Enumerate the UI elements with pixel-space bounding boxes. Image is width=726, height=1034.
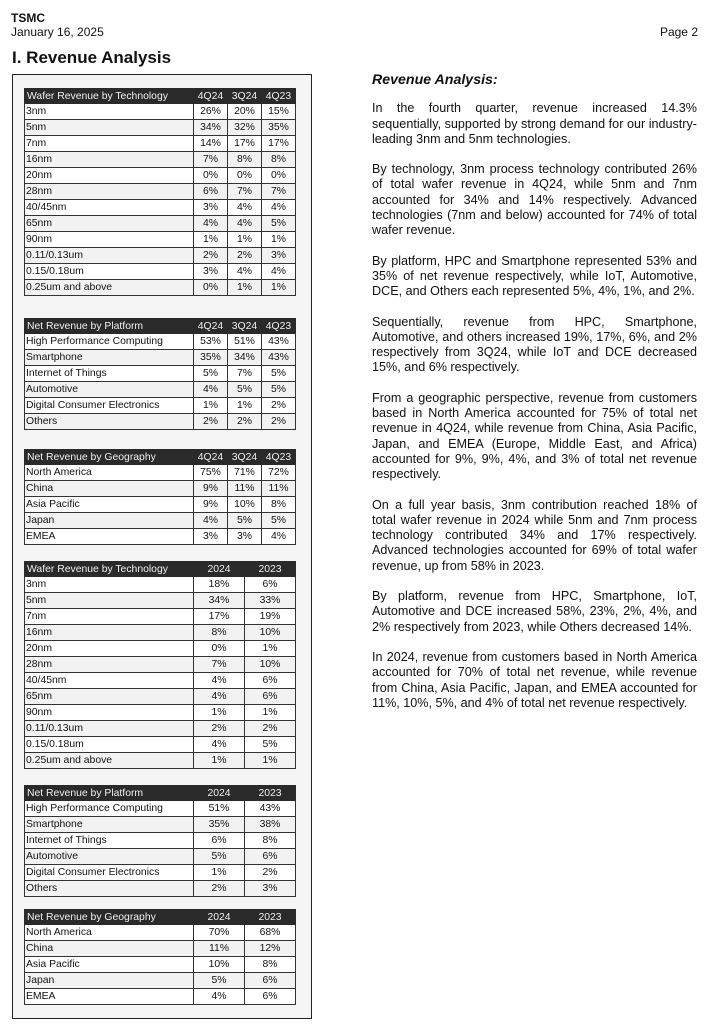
row-label: 16nm [25,152,194,168]
column-header: 3Q24 [228,89,262,104]
row-label: 5nm [25,593,194,609]
cell-value: 32% [228,120,262,136]
cell-value: 6% [194,833,245,849]
table-row [25,200,296,216]
cell-value: 5% [194,366,228,382]
table-row [25,941,296,957]
cell-value: 4% [194,737,245,753]
cell-value: 1% [245,641,296,657]
cell-value: 3% [245,881,296,897]
column-header: 4Q24 [194,450,228,465]
cell-value: 7% [194,152,228,168]
row-label: China [25,941,194,957]
row-label: Digital Consumer Electronics [25,865,194,881]
table-header-row [25,450,296,465]
column-header: 2024 [194,786,245,801]
cell-value: 1% [228,398,262,414]
cell-value: 2% [194,414,228,430]
cell-value: 1% [194,865,245,881]
cell-value: 4% [194,216,228,232]
table-row [25,120,296,136]
cell-value: 4% [228,216,262,232]
column-header: 2023 [245,786,296,801]
table-row [25,609,296,625]
analysis-paragraph: Sequentially, revenue from HPC, Smartphone, Automotive, and others increased 19%, 17%, 6%, and 2% respectively from 3Q24, while IoT and DCE decreased 15%, and 6% respectively. [372,314,697,375]
quarterly-platform-table [24,318,296,430]
cell-value: 5% [262,513,296,529]
table-row [25,481,296,497]
cell-value: 2% [228,248,262,264]
cell-value: 7% [228,184,262,200]
cell-value: 26% [194,104,228,120]
cell-value: 33% [245,593,296,609]
table-row [25,184,296,200]
row-label: Japan [25,513,194,529]
table-row [25,721,296,737]
row-label: Automotive [25,382,194,398]
table-row [25,168,296,184]
cell-value: 10% [228,497,262,513]
cell-value: 4% [262,529,296,545]
cell-value: 75% [194,465,228,481]
row-label: 0.11/0.13um [25,248,194,264]
cell-value: 1% [194,398,228,414]
cell-value: 1% [228,232,262,248]
cell-value: 1% [245,705,296,721]
annual-geography-table [24,909,296,1005]
cell-value: 7% [262,184,296,200]
cell-value: 14% [194,136,228,152]
cell-value: 2% [262,398,296,414]
row-label: 90nm [25,232,194,248]
table-row [25,577,296,593]
cell-value: 4% [228,200,262,216]
table-row [25,801,296,817]
cell-value: 18% [194,577,245,593]
cell-value: 38% [245,817,296,833]
cell-value: 19% [245,609,296,625]
cell-value: 10% [194,957,245,973]
table-title: Net Revenue by Platform [25,319,194,334]
cell-value: 72% [262,465,296,481]
cell-value: 20% [228,104,262,120]
table-header-row [25,910,296,925]
cell-value: 9% [194,497,228,513]
cell-value: 3% [194,200,228,216]
cell-value: 1% [194,705,245,721]
cell-value: 1% [228,280,262,296]
table-row [25,366,296,382]
cell-value: 8% [245,957,296,973]
column-header: 3Q24 [228,450,262,465]
table-row [25,465,296,481]
row-label: 7nm [25,136,194,152]
cell-value: 34% [228,350,262,366]
cell-value: 4% [194,513,228,529]
row-label: 20nm [25,168,194,184]
row-label: Smartphone [25,350,194,366]
cell-value: 17% [262,136,296,152]
row-label: 0.11/0.13um [25,721,194,737]
row-label: Asia Pacific [25,497,194,513]
cell-value: 17% [194,609,245,625]
row-label: 40/45nm [25,673,194,689]
row-label: Automotive [25,849,194,865]
row-label: Japan [25,973,194,989]
quarterly-geography-table [24,449,296,545]
cell-value: 71% [228,465,262,481]
row-label: 20nm [25,641,194,657]
table-row [25,673,296,689]
cell-value: 2% [194,248,228,264]
table-header-row [25,562,296,577]
cell-value: 0% [262,168,296,184]
row-label: 0.15/0.18um [25,737,194,753]
cell-value: 5% [228,382,262,398]
cell-value: 8% [228,152,262,168]
column-header: 2023 [245,910,296,925]
table-title: Wafer Revenue by Technology [25,562,194,577]
cell-value: 2% [194,721,245,737]
cell-value: 1% [194,753,245,769]
section-title: I. Revenue Analysis [12,48,172,67]
cell-value: 15% [262,104,296,120]
quarterly-technology-table [24,88,296,296]
column-header: 4Q23 [262,89,296,104]
cell-value: 6% [245,989,296,1005]
cell-value: 34% [194,120,228,136]
page-number: Page 2 [659,25,698,39]
cell-value: 7% [194,657,245,673]
table-row [25,104,296,120]
cell-value: 35% [262,120,296,136]
cell-value: 6% [245,577,296,593]
cell-value: 10% [245,657,296,673]
cell-value: 8% [262,497,296,513]
tables-panel [12,74,312,1019]
analysis-heading: Revenue Analysis: [372,72,498,88]
table-row [25,881,296,897]
analysis-paragraph: By technology, 3nm process technology contributed 26% of total wafer revenue in 4Q24, while 5nm and 7nm accounted for 34% and 14% respectively. Advanced technologies (7nm and below) accounted for 74% of total wafer revenue. [372,162,697,238]
table-row [25,232,296,248]
cell-value: 11% [194,941,245,957]
table-row [25,248,296,264]
row-label: EMEA [25,529,194,545]
company-name: TSMC [11,11,45,25]
column-header: 3Q24 [228,319,262,334]
cell-value: 5% [228,513,262,529]
column-header: 2023 [245,562,296,577]
cell-value: 3% [194,529,228,545]
row-label: North America [25,465,194,481]
cell-value: 4% [228,264,262,280]
column-header: 4Q24 [194,319,228,334]
cell-value: 6% [245,673,296,689]
column-header: 4Q24 [194,89,228,104]
cell-value: 6% [245,973,296,989]
table-row [25,136,296,152]
cell-value: 35% [194,817,245,833]
cell-value: 6% [245,689,296,705]
table-row [25,689,296,705]
annual-platform-table [24,785,296,897]
cell-value: 5% [245,737,296,753]
cell-value: 3% [228,529,262,545]
table-header-row [25,786,296,801]
cell-value: 11% [262,481,296,497]
cell-value: 2% [228,414,262,430]
cell-value: 8% [245,833,296,849]
table-row [25,641,296,657]
table-row [25,414,296,430]
cell-value: 8% [262,152,296,168]
row-label: High Performance Computing [25,801,194,817]
row-label: 7nm [25,609,194,625]
cell-value: 10% [245,625,296,641]
row-label: 0.25um and above [25,753,194,769]
cell-value: 70% [194,925,245,941]
table-row [25,334,296,350]
cell-value: 7% [228,366,262,382]
cell-value: 34% [194,593,245,609]
row-label: Digital Consumer Electronics [25,398,194,414]
cell-value: 53% [194,334,228,350]
row-label: China [25,481,194,497]
cell-value: 4% [194,989,245,1005]
row-label: 65nm [25,216,194,232]
cell-value: 1% [245,753,296,769]
row-label: Others [25,881,194,897]
cell-value: 12% [245,941,296,957]
cell-value: 2% [262,414,296,430]
table-row [25,833,296,849]
analysis-paragraph: In the fourth quarter, revenue increased 14.3% sequentially, supported by strong demand for our industry-leading 3nm and 5nm technologies. [372,101,697,146]
row-label: 90nm [25,705,194,721]
row-label: 28nm [25,184,194,200]
cell-value: 43% [262,350,296,366]
cell-value: 6% [245,849,296,865]
cell-value: 5% [194,849,245,865]
cell-value: 1% [262,280,296,296]
row-label: Smartphone [25,817,194,833]
table-row [25,657,296,673]
row-label: North America [25,925,194,941]
row-label: 28nm [25,657,194,673]
cell-value: 43% [245,801,296,817]
analysis-paragraph: By platform, revenue from HPC, Smartphone, IoT, Automotive and DCE increased 58%, 23%, 2%, 4%, and 2% respectively from 2023, while Others decreased 14%. [372,589,697,634]
table-row [25,865,296,881]
table-row [25,529,296,545]
cell-value: 51% [228,334,262,350]
report-date: January 16, 2025 [11,25,104,39]
column-header: 2024 [194,910,245,925]
cell-value: 8% [194,625,245,641]
cell-value: 5% [262,382,296,398]
table-row [25,925,296,941]
column-header: 4Q23 [262,450,296,465]
table-row [25,705,296,721]
cell-value: 17% [228,136,262,152]
row-label: 40/45nm [25,200,194,216]
row-label: 5nm [25,120,194,136]
row-label: 0.15/0.18um [25,264,194,280]
table-header-row [25,319,296,334]
cell-value: 5% [262,216,296,232]
row-label: 3nm [25,577,194,593]
cell-value: 68% [245,925,296,941]
table-row [25,753,296,769]
cell-value: 1% [262,232,296,248]
cell-value: 51% [194,801,245,817]
cell-value: 2% [245,721,296,737]
cell-value: 4% [194,689,245,705]
cell-value: 2% [245,865,296,881]
table-header-row [25,89,296,104]
row-label: Internet of Things [25,833,194,849]
cell-value: 4% [194,382,228,398]
cell-value: 9% [194,481,228,497]
table-row [25,350,296,366]
cell-value: 5% [194,973,245,989]
table-row [25,989,296,1005]
row-label: 65nm [25,689,194,705]
cell-value: 3% [262,248,296,264]
table-row [25,152,296,168]
table-title: Wafer Revenue by Technology [25,89,194,104]
row-label: Asia Pacific [25,957,194,973]
row-label: EMEA [25,989,194,1005]
cell-value: 43% [262,334,296,350]
table-row [25,817,296,833]
table-row [25,957,296,973]
cell-value: 2% [194,881,245,897]
row-label: High Performance Computing [25,334,194,350]
cell-value: 1% [194,232,228,248]
table-title: Net Revenue by Geography [25,910,194,925]
column-header: 4Q23 [262,319,296,334]
cell-value: 0% [228,168,262,184]
cell-value: 5% [262,366,296,382]
cell-value: 0% [194,641,245,657]
table-row [25,398,296,414]
annual-technology-table [24,561,296,769]
table-title: Net Revenue by Platform [25,786,194,801]
cell-value: 35% [194,350,228,366]
cell-value: 4% [194,673,245,689]
analysis-paragraph: On a full year basis, 3nm contribution reached 18% of total wafer revenue in 2024 while 5nm and 7nm process technology contributed 34% and 17% respectively. Advanced technologies accounted for 69% of total wafer revenue, up from 58% in 2023. [372,497,697,573]
row-label: 0.25um and above [25,280,194,296]
analysis-paragraph: By platform, HPC and Smartphone represented 53% and 35% of net revenue respectively, while IoT, Automotive, DCE, and Others each represented 5%, 4%, 1%, and 2%. [372,253,697,299]
table-row [25,216,296,232]
row-label: Internet of Things [25,366,194,382]
table-row [25,973,296,989]
table-title: Net Revenue by Geography [25,450,194,465]
table-row [25,593,296,609]
table-row [25,625,296,641]
table-row [25,737,296,753]
analysis-paragraph: In 2024, revenue from customers based in North America accounted for 70% of total net revenue, while revenue from China, Asia Pacific, Japan, and EMEA accounted for 11%, 10%, 5%, and 4% of total net revenue respectively. [372,649,697,710]
cell-value: 11% [228,481,262,497]
table-row [25,497,296,513]
row-label: Others [25,414,194,430]
table-row [25,513,296,529]
analysis-text [372,73,697,726]
cell-value: 0% [194,280,228,296]
cell-value: 6% [194,184,228,200]
table-row [25,280,296,296]
cell-value: 4% [262,264,296,280]
row-label: 16nm [25,625,194,641]
analysis-paragraph: From a geographic perspective, revenue from customers based in North America accounted for 75% of total net revenue in 4Q24, while revenue from China, Asia Pacific, Japan, and EMEA (Europe, Middle East, and Africa) accounted for 9%, 9%, 4%, and 3% of total net revenue respectively. [372,390,697,482]
cell-value: 4% [262,200,296,216]
row-label: 3nm [25,104,194,120]
table-row [25,849,296,865]
cell-value: 0% [194,168,228,184]
column-header: 2024 [194,562,245,577]
cell-value: 3% [194,264,228,280]
table-row [25,264,296,280]
table-row [25,382,296,398]
